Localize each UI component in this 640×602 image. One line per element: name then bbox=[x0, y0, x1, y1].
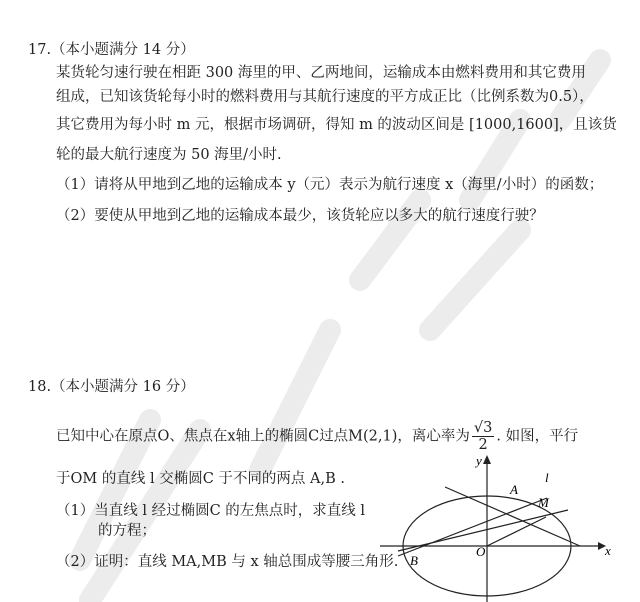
q18-part1-cont: 的方程； bbox=[98, 523, 156, 539]
q17-part2: （2）要使从甲地到乙地的运输成本最少，该货轮应以多大的航行速度行驶？ bbox=[56, 208, 544, 224]
q18-line2: 于OM 的直线 l 交椭圆C 于不同的两点 A,B . bbox=[56, 471, 345, 487]
frac-denominator: 2 bbox=[478, 437, 488, 453]
q17-part1: （1）请将从甲地到乙地的运输成本 y（元）表示为航行速度 x（海里/小时）的函数； bbox=[56, 177, 604, 193]
label-l: l bbox=[545, 470, 549, 485]
q18-line1-text: 已知中心在原点O、焦点在x轴上的椭圆C过点M(2,1)，离心率为 bbox=[56, 428, 470, 445]
label-m: M bbox=[538, 495, 549, 510]
q17-header: 17.（本小题满分 14 分） bbox=[28, 42, 195, 58]
q17-line: 其它费用为每小时 m 元，根据市场调研，得知 m 的波动区间是 [1000,1600]，且该货 bbox=[56, 117, 617, 133]
label-y: y bbox=[476, 453, 482, 468]
y-arrow-icon bbox=[483, 455, 491, 464]
q18-line1-tail: . 如图，平行 bbox=[496, 428, 579, 445]
q17-line: 某货轮匀速行驶在相距 300 海里的甲、乙两地间，运输成本由燃料费用和其它费用 bbox=[56, 65, 586, 81]
q17-line: 组成，已知该货轮每小时的燃料费用与其航行速度的平方成正比（比例系数为0.5）， bbox=[56, 89, 594, 105]
label-b: B bbox=[410, 553, 418, 568]
line-om bbox=[487, 517, 546, 546]
frac-numerator: √3 bbox=[473, 420, 493, 436]
q18-header: 18.（本小题满分 16 分） bbox=[28, 379, 195, 395]
label-x: x bbox=[605, 543, 611, 558]
label-a: A bbox=[510, 482, 518, 497]
q18-part2: （2）证明：直线 MA,MB 与 x 轴总围成等腰三角形. bbox=[56, 554, 399, 570]
q17-line: 轮的最大航行速度为 50 海里/小时. bbox=[56, 147, 282, 163]
q18-part1: （1）当直线 l 经过椭圆C 的左焦点时，求直线 l bbox=[56, 503, 366, 519]
label-o: O bbox=[476, 544, 486, 559]
